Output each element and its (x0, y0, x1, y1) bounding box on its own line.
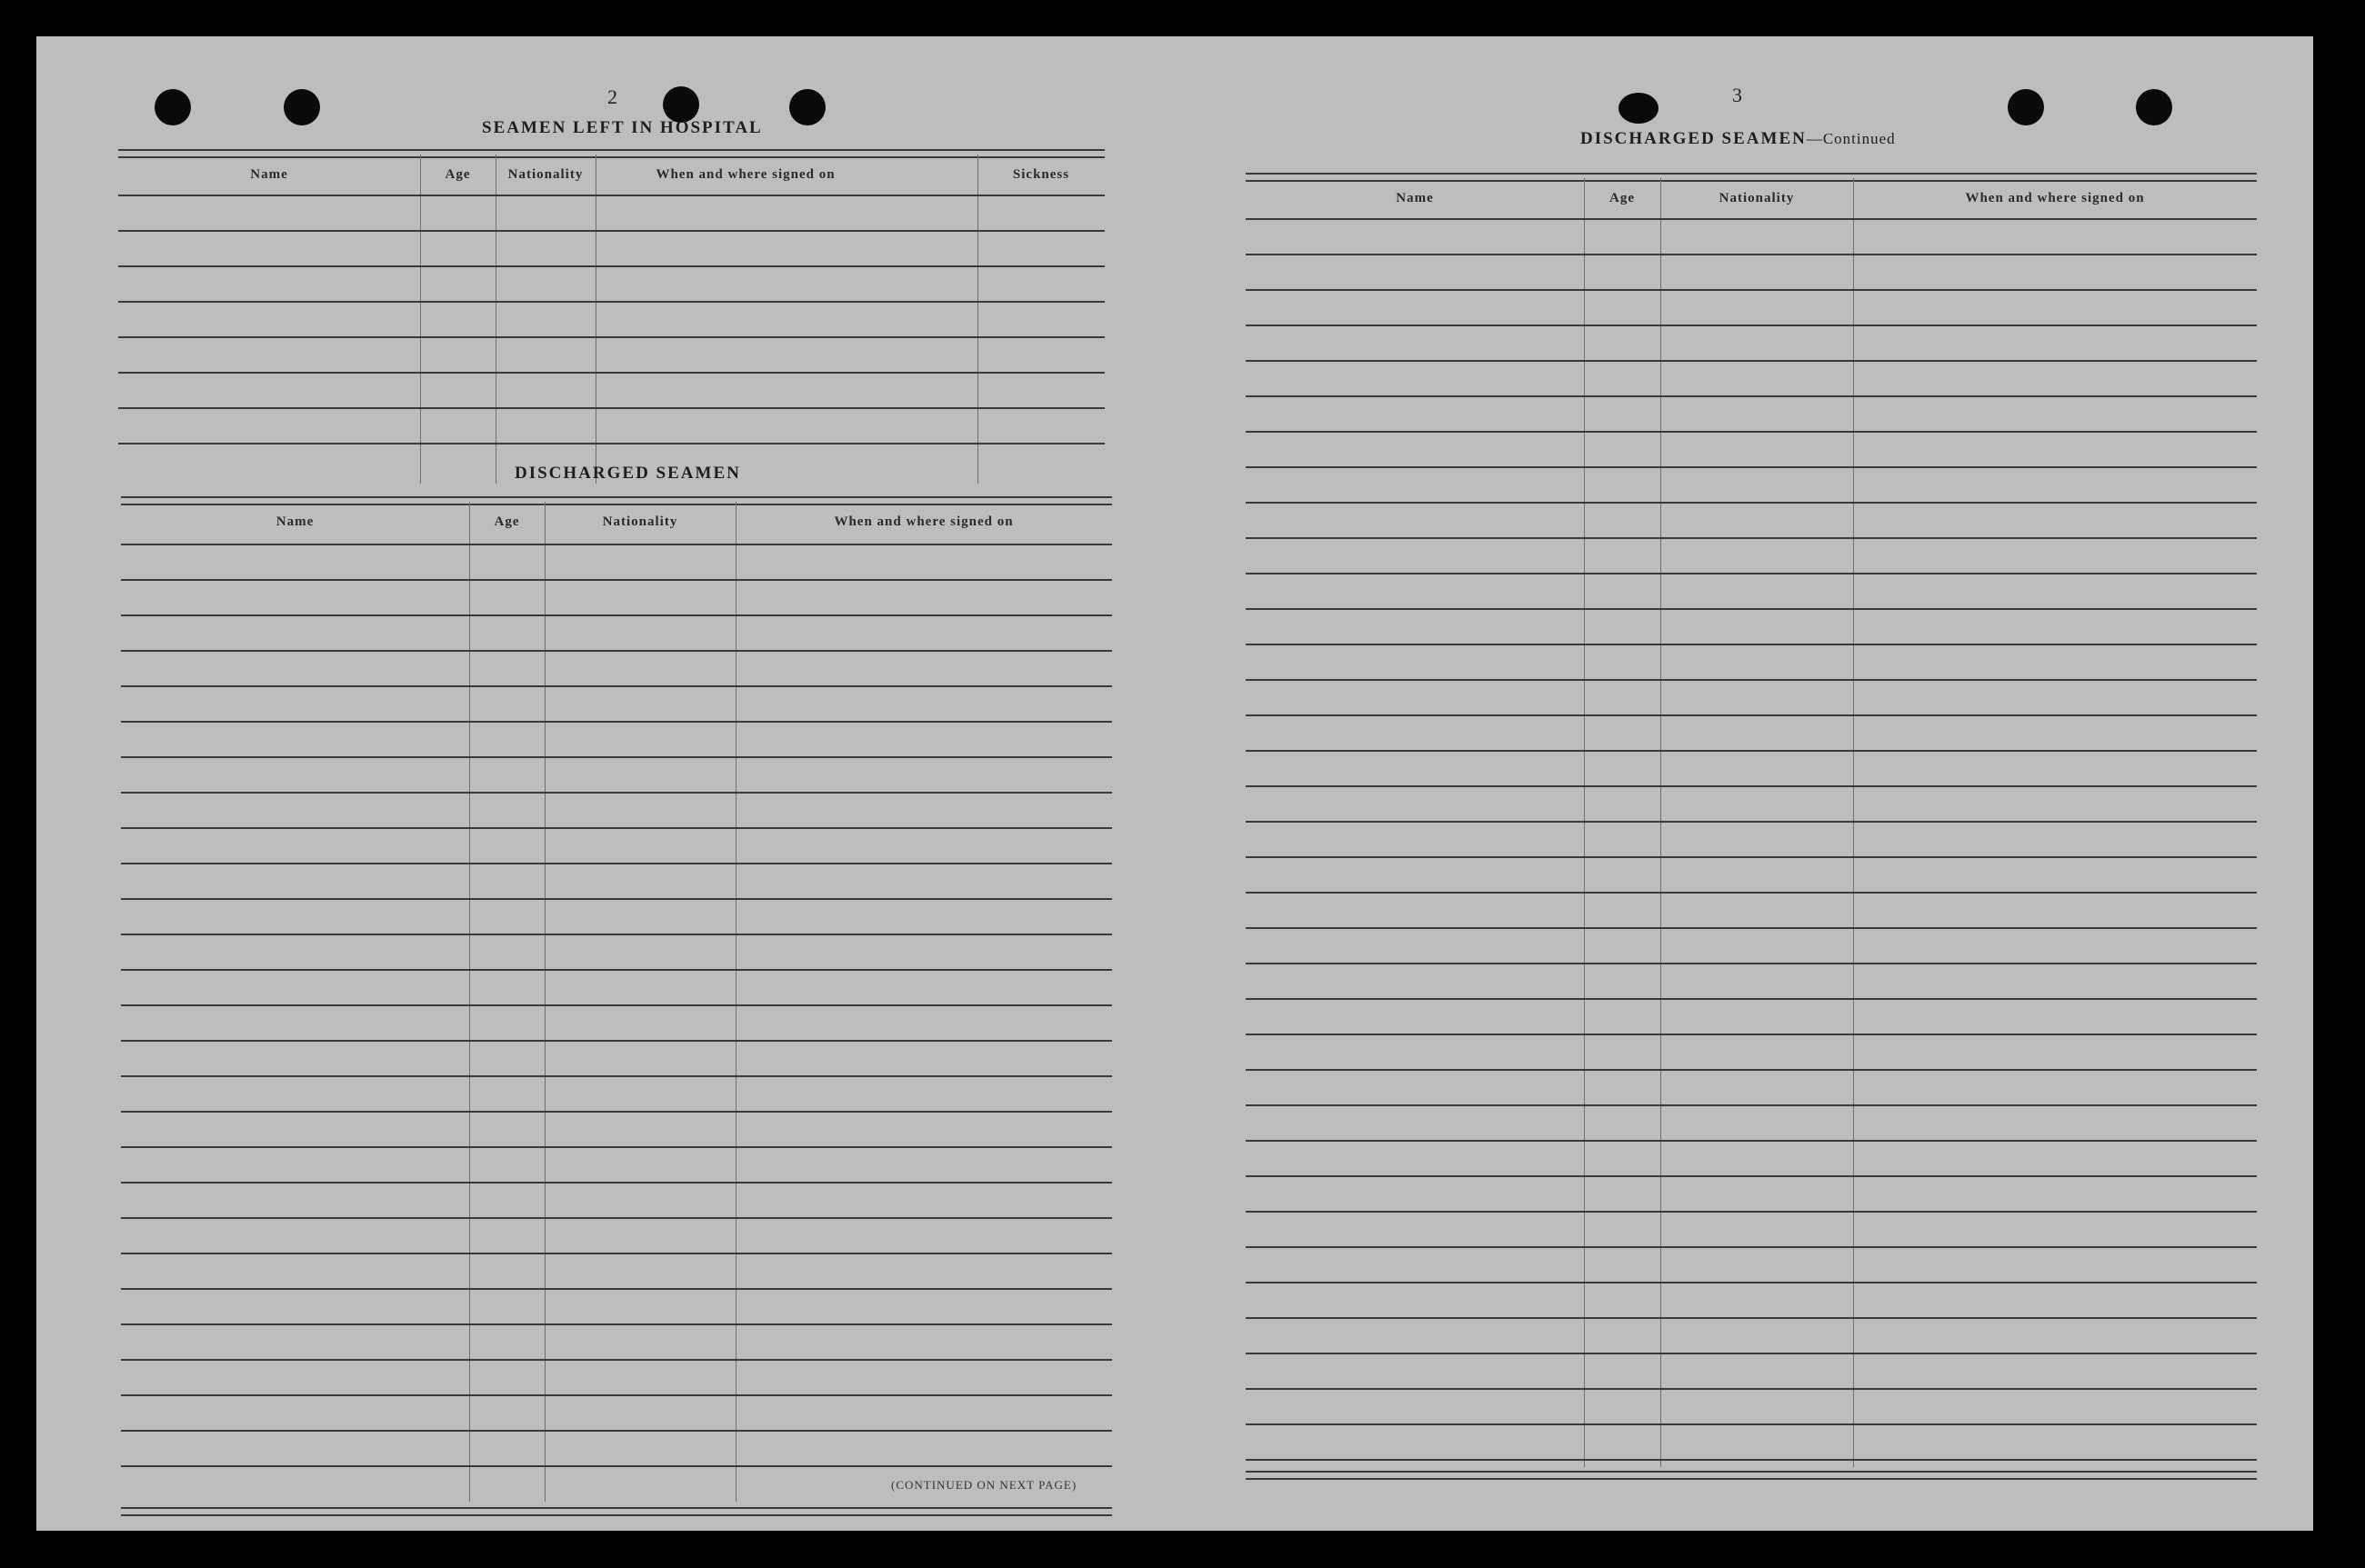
table-row-line (1246, 1246, 2257, 1248)
right-page-number: 3 (1732, 84, 1743, 106)
table-row-line (1246, 360, 2257, 362)
column-header: Nationality (507, 167, 584, 182)
discharged-continued-table (1246, 173, 2257, 1509)
table-row-line (121, 1359, 1112, 1361)
table-row-line (1246, 1317, 2257, 1319)
table-row-line (1246, 1353, 2257, 1354)
table-row-line (118, 443, 1105, 444)
table-row-line (1246, 1459, 2257, 1461)
table-row-line (121, 1182, 1112, 1183)
table-row-line (1246, 1211, 2257, 1213)
table-row-line (1246, 1388, 2257, 1390)
punch-hole (789, 89, 826, 125)
right-section-title-text: DISCHARGED SEAMEN (1580, 129, 1807, 148)
table-row-line (1246, 785, 2257, 787)
table-row-line (121, 969, 1112, 971)
continued-footer: (CONTINUED ON NEXT PAGE) (891, 1478, 1077, 1492)
table-row-line (121, 1394, 1112, 1396)
table-row-line (118, 336, 1105, 338)
table-row-line (1246, 1104, 2257, 1106)
column-header: Name (276, 514, 315, 529)
punch-hole (2136, 89, 2172, 125)
table-row-line (121, 685, 1112, 687)
table-row-line (1246, 679, 2257, 681)
table-row-line (1246, 750, 2257, 752)
table-row-line (121, 934, 1112, 935)
column-header: When and where signed on (834, 514, 1014, 529)
column-header: When and where signed on (656, 167, 836, 182)
table-row-line (121, 756, 1112, 758)
table-row-line (1246, 1282, 2257, 1283)
punch-hole (155, 89, 191, 125)
table-row-line (1246, 821, 2257, 823)
discharged-section-title: DISCHARGED SEAMEN (515, 464, 741, 483)
table-row-line (121, 1253, 1112, 1254)
table-row-line (121, 827, 1112, 829)
column-header: Nationality (602, 514, 678, 529)
table-row-line (121, 1146, 1112, 1148)
table-row-line (121, 650, 1112, 652)
table-row-line (1246, 608, 2257, 610)
column-header: Sickness (1012, 167, 1070, 182)
column-header: Name (250, 167, 288, 182)
hospital-section-title: SEAMEN LEFT IN HOSPITAL (482, 118, 763, 137)
table-row-line (121, 721, 1112, 723)
table-row-line (121, 1075, 1112, 1077)
table-row-line (121, 1288, 1112, 1290)
table-row-line (121, 614, 1112, 616)
table-row-line (121, 792, 1112, 794)
table-row-line (1246, 502, 2257, 504)
table-row-line (1246, 1140, 2257, 1142)
table-row-line (1246, 573, 2257, 574)
table-row-line (118, 372, 1105, 374)
table-row-line (1246, 1069, 2257, 1071)
table-row-line (121, 898, 1112, 900)
discharged-table (121, 496, 1112, 1522)
table-row-line (118, 230, 1105, 232)
table-row-line (1246, 218, 2257, 220)
column-header: Nationality (1719, 191, 1795, 205)
right-section-title (1580, 129, 1896, 149)
table-row-line (1246, 1175, 2257, 1177)
column-header: Name (1396, 191, 1434, 205)
table-row-line (121, 863, 1112, 864)
column-header: Age (494, 514, 520, 529)
table-row-line (121, 1323, 1112, 1325)
table-row-line (1246, 998, 2257, 1000)
table-row-line (1246, 325, 2257, 326)
column-header: When and where signed on (1965, 191, 2145, 205)
table-row-line (1246, 927, 2257, 929)
table-row-line (1246, 431, 2257, 433)
table-row-line (121, 1004, 1112, 1006)
table-row-line (118, 301, 1105, 303)
table-row-line (1246, 892, 2257, 894)
table-row-line (1246, 254, 2257, 255)
table-row-line (121, 1465, 1112, 1467)
left-page-number: 2 (607, 85, 618, 108)
table-row-line (1246, 963, 2257, 964)
punch-hole (663, 86, 699, 123)
right-section-title-suffix: —Continued (1806, 130, 1896, 147)
punch-hole (2008, 89, 2044, 125)
table-row-line (1246, 714, 2257, 716)
table-row-line (1246, 1423, 2257, 1425)
table-row-line (121, 579, 1112, 581)
table-row-line (121, 1111, 1112, 1113)
table-row-line (1246, 856, 2257, 858)
punch-hole (284, 89, 320, 125)
punch-hole (1618, 93, 1659, 124)
table-row-line (118, 265, 1105, 267)
table-row-line (1246, 1034, 2257, 1035)
column-header: Age (445, 167, 471, 182)
table-row-line (1246, 466, 2257, 468)
table-row-line (118, 407, 1105, 409)
table-row-line (121, 1217, 1112, 1219)
document-sheet (36, 36, 2313, 1531)
table-row-line (1246, 395, 2257, 397)
table-row-line (121, 1430, 1112, 1432)
table-row-line (121, 544, 1112, 545)
table-row-line (1246, 537, 2257, 539)
table-row-line (1246, 644, 2257, 645)
table-row-line (118, 195, 1105, 196)
column-header: Age (1609, 191, 1635, 205)
table-row-line (121, 1040, 1112, 1042)
hospital-table (118, 149, 1105, 490)
table-row-line (1246, 289, 2257, 291)
